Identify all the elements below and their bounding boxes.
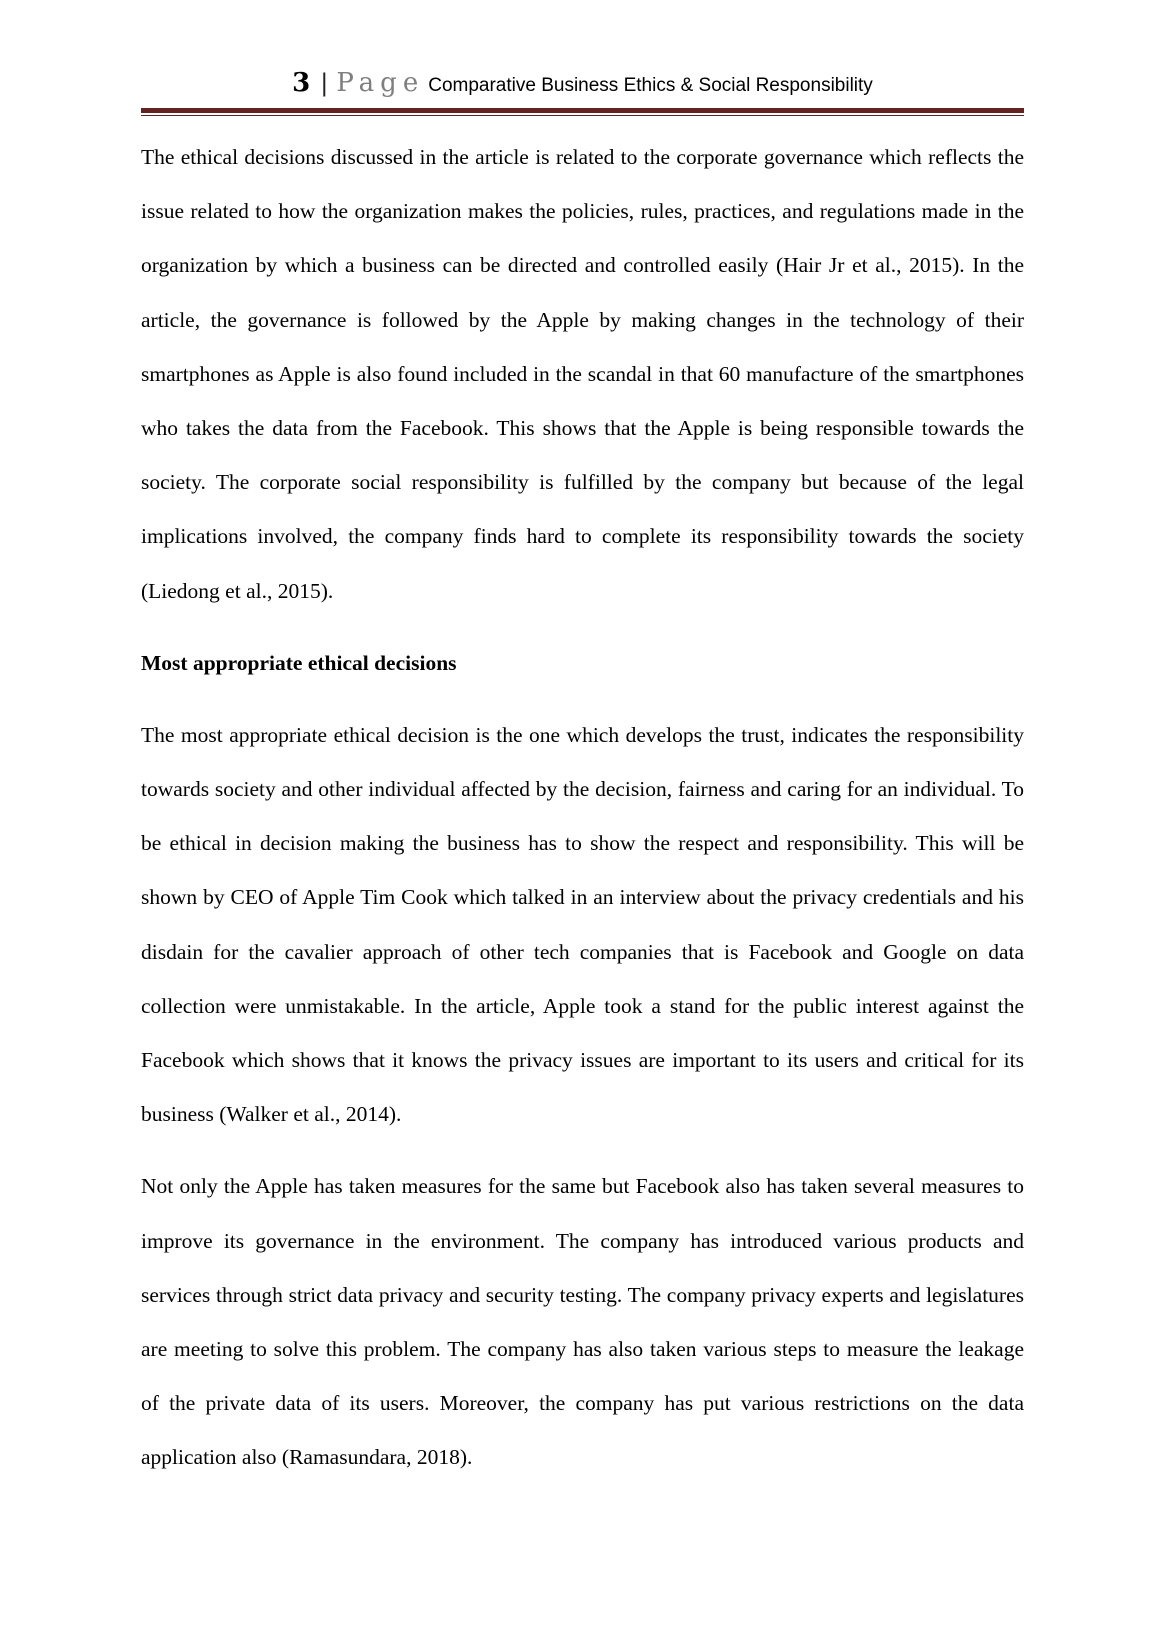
- header-rule-thin: [141, 115, 1024, 116]
- page-body: [141, 130, 1024, 1485]
- paragraph-ethical-decision: The most appropriate ethical decision is the one which develops the trust, indicates the responsibility towards society and other individual affected by the decision, fairness and caring for an individual. To be ethical in decision making the business has to show the respect and responsibility. This will be shown by CEO of Apple Tim Cook which talked in an interview about the privacy credentials and his disdain for the cavalier approach of other tech companies that is Facebook and Google on data collection were unmistakable. In the article, Apple took a stand for the public interest against the Facebook which shows that it knows the privacy issues are important to its users and critical for its business (Walker et al., 2014).: [141, 722, 1024, 1127]
- paragraph-corporate-governance: The ethical decisions discussed in the article is related to the corporate governance which reflects the issue related to how the organization makes the policies, rules, practices, and regulations made in the organization by which a business can be directed and controlled easily (Hair Jr et al., 2015). In the article, the governance is followed by the Apple by making changes in the technology of their smartphones as Apple is also found included in the scandal in that 60 manufacture of the smartphones who takes the data from the Facebook. This shows that the Apple is being responsible towards the society. The corporate social responsibility is fulfilled by the company but because of the legal implications involved, the company finds hard to complete its responsibility towards the society (Liedong et al., 2015).: [141, 145, 1024, 603]
- page-label: Page: [336, 68, 425, 98]
- page-separator: |: [320, 69, 329, 97]
- document-title: Comparative Business Ethics & Social Responsibility: [428, 75, 873, 96]
- section-heading: Most appropriate ethical decisions: [141, 650, 457, 675]
- page-number: 3: [292, 68, 311, 98]
- page-header: [141, 68, 1024, 108]
- header-rule-thick: [141, 108, 1024, 113]
- paragraph-facebook-measures: Not only the Apple has taken measures for the same but Facebook also has taken several measures to improve its governance in the environment. The company has introduced various products and services through strict data privacy and security testing. The company privacy experts and legislatures are meeting to solve this problem. The company has also taken various steps to measure the leakage of the private data of its users. Moreover, the company has put various restrictions on the data application also (Ramasundara, 2018).: [141, 1174, 1024, 1470]
